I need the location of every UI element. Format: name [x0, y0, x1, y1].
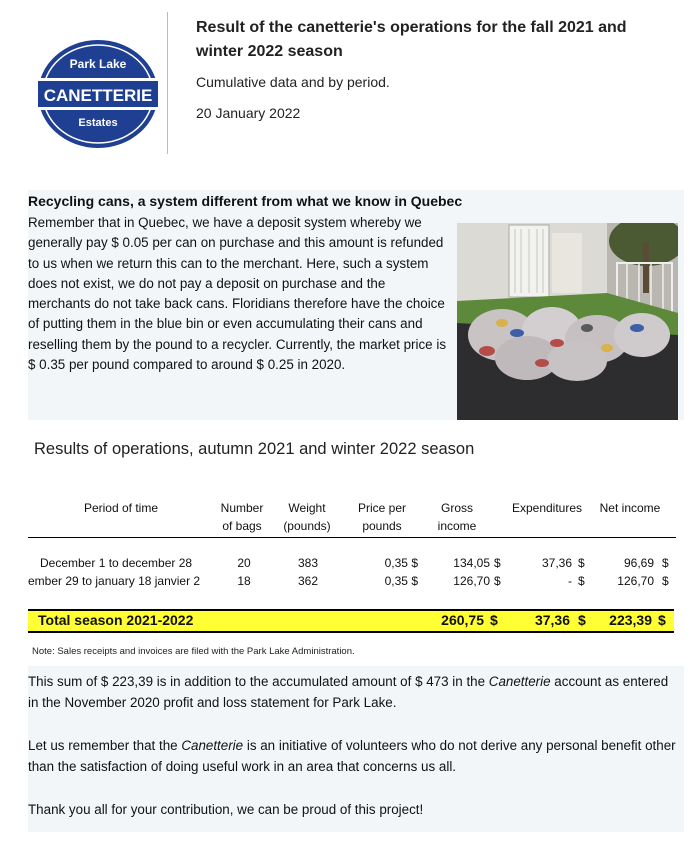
total-expenditures: 37,36	[534, 612, 570, 628]
can-bags-photo	[457, 223, 678, 420]
recycling-body: Remember that in Quebec, we have a deposit system whereby we generally pay $ 0.05 per can on purchase and this amount is refunded to us when we return this can to the merchant. Here, such a system does not exist, we do not pay a deposit on purchase and the merchants do not take back cans. Floridians therefore have the choice of putting them in the blue bin or even accumulating their cans and reselling them by the pound to a recycler. Currently, the market price is $ 0.35 per pound compared to around $ 0.25 in 2020.	[28, 215, 447, 373]
total-gross-currency: $	[490, 612, 498, 628]
row2-net: 126,70	[617, 574, 654, 588]
paragraph-volunteers	[28, 736, 678, 777]
row2-gross: 126,70	[453, 574, 490, 588]
row2-expenditures: -	[568, 574, 572, 588]
page-subtitle: Cumulative data and by period.	[196, 74, 390, 90]
recycling-heading: Recycling cans, a system different from what we know in Quebec	[28, 193, 463, 209]
closing-section	[28, 666, 684, 832]
total-net-currency: $	[658, 612, 666, 628]
footnote: Note: Sales receipts and invoices are filed with the Park Lake Administration.	[32, 646, 355, 657]
header-divider-line	[28, 537, 676, 538]
header-price: Price per pounds	[357, 501, 407, 533]
total-gross: 260,75	[441, 612, 484, 628]
total-row	[28, 609, 674, 633]
p2-text-a: Let us remember that the	[28, 738, 182, 753]
recycling-section	[28, 190, 684, 420]
total-net: 223,39	[609, 612, 652, 628]
row1-gross-currency: $	[494, 556, 501, 570]
row2-exp-currency: $	[578, 574, 585, 588]
header-divider	[167, 12, 168, 154]
header-expenditures: Expenditures	[511, 501, 583, 515]
row1-bags: 20	[237, 556, 251, 570]
row1-expenditures: 37,36	[541, 556, 572, 570]
header-period: Period of time	[83, 501, 159, 515]
paragraph-thanks: Thank you all for your contribution, we can be proud of this project!	[28, 802, 424, 817]
row2-net-currency: $	[662, 574, 669, 588]
row1-exp-currency: $	[578, 556, 585, 570]
p2-text-b: is an initiative of volunteers who do not derive any personal benefit other than the satisfaction of doing useful work in an area that concerns us all.	[28, 738, 676, 774]
p1-text-a: This sum of $ 223,39 is in addition to the accumulated amount of $ 473 in the	[28, 674, 489, 689]
total-exp-currency: $	[578, 612, 586, 628]
row2-price: 0,35 $	[384, 574, 418, 588]
logo-top-text: Park Lake	[69, 57, 127, 71]
total-label: Total season 2021-2022	[38, 612, 194, 628]
header-bags: Number of bags	[220, 501, 264, 533]
row2-gross-currency: $	[494, 574, 501, 588]
logo-bottom-text: Estates	[78, 117, 118, 129]
row2-period: ember 29 to january 18 janvier 2	[28, 574, 201, 588]
paragraph-sum	[28, 672, 678, 713]
row1-price: 0,35 $	[384, 556, 418, 570]
row2-bags: 18	[237, 574, 251, 588]
results-title: Results of operations, autumn 2021 and winter 2022 season	[34, 440, 475, 458]
logo-main-text: CANETTERIE	[43, 86, 153, 105]
row1-gross: 134,05	[453, 556, 490, 570]
p1-emphasis: Canetterie	[488, 674, 551, 689]
page-title: Result of the canetterie's operations for the fall 2021 and winter 2022 season	[196, 19, 627, 60]
canetterie-logo	[34, 38, 162, 150]
row2-weight: 362	[297, 574, 319, 588]
row1-period: December 1 to december 28	[40, 556, 193, 570]
p1-text-b: account as entered in the November 2020 profit and loss statement for Park Lake.	[28, 674, 669, 710]
header-gross: Gross income	[437, 501, 477, 533]
header-weight: Weight (pounds)	[283, 501, 331, 533]
p2-emphasis: Canetterie	[181, 738, 244, 753]
row1-net: 96,69	[623, 556, 654, 570]
row1-weight: 383	[297, 556, 319, 570]
report-date: 20 January 2022	[196, 105, 301, 121]
header-net: Net income	[599, 501, 661, 515]
operations-table	[28, 495, 678, 635]
row1-net-currency: $	[662, 556, 669, 570]
